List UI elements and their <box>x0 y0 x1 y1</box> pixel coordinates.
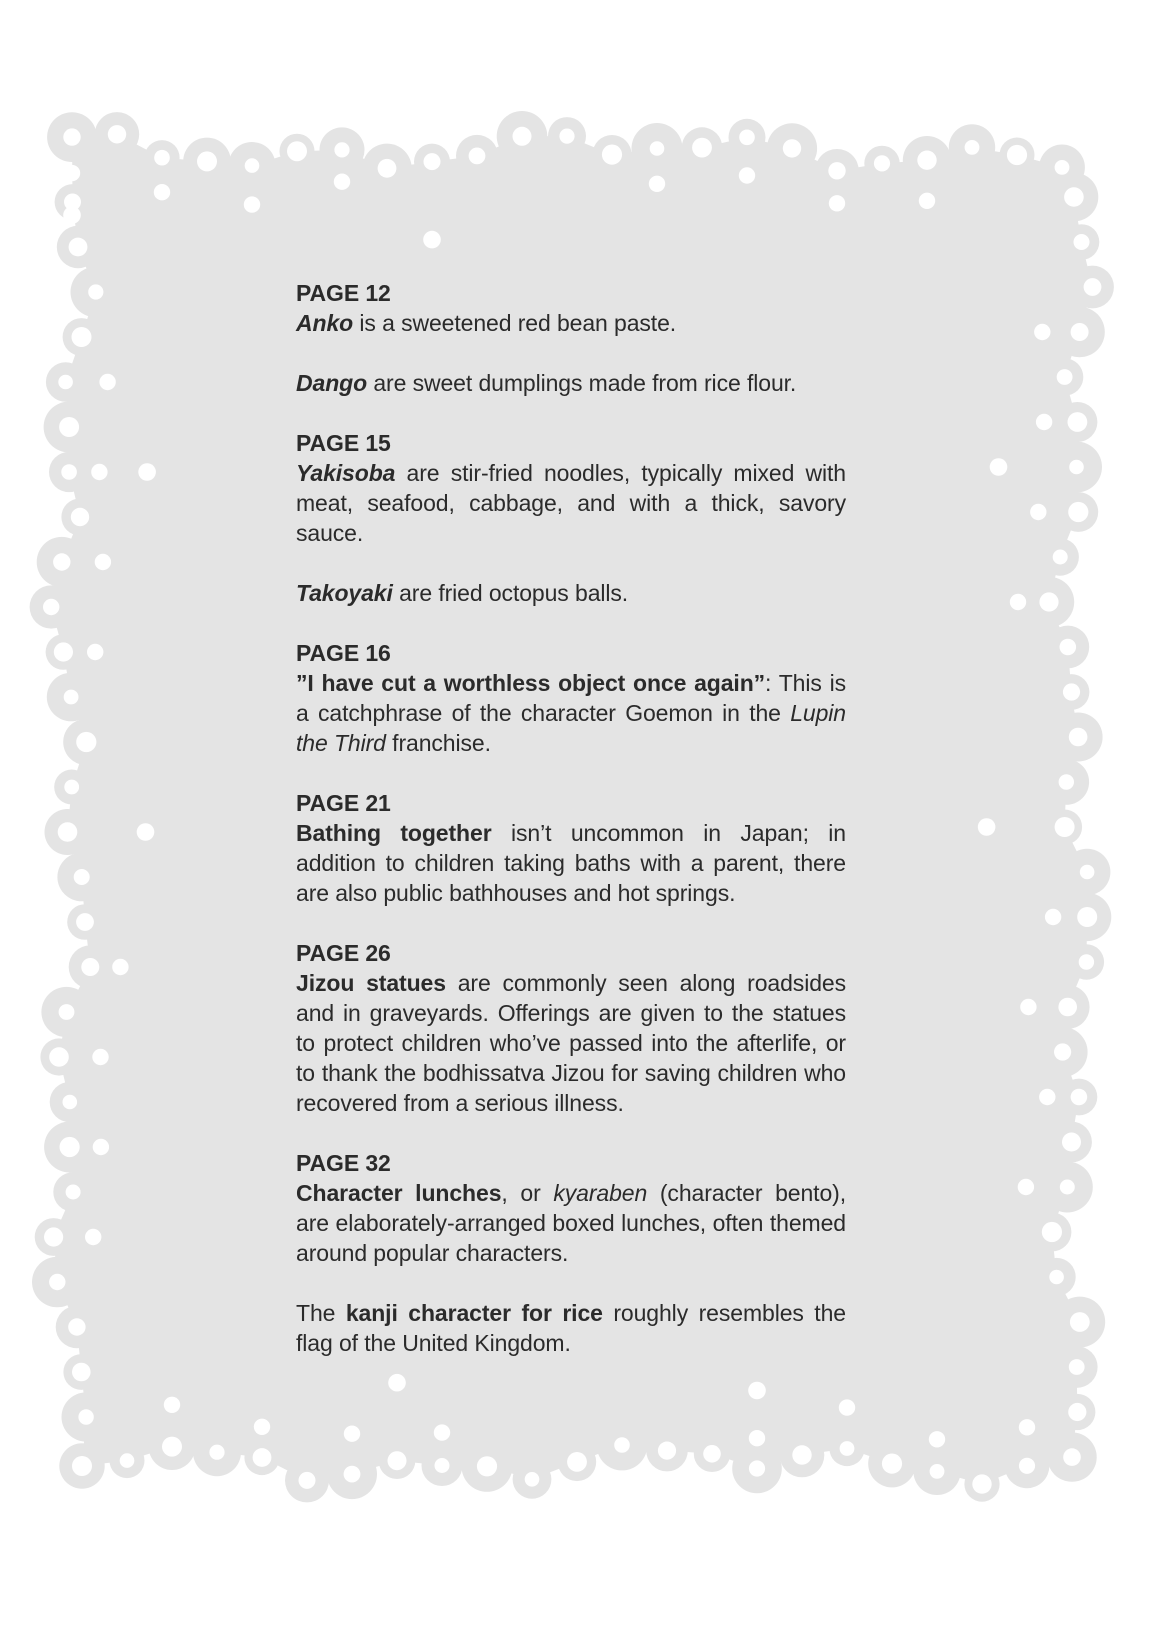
section-heading: PAGE 12 <box>296 280 391 306</box>
notes-section <box>296 938 846 1118</box>
section-heading: PAGE 21 <box>296 790 391 816</box>
section-heading: PAGE 26 <box>296 940 391 966</box>
notes-section <box>296 1148 846 1358</box>
notes-section <box>296 428 846 608</box>
notes-section <box>296 638 846 758</box>
section-heading: PAGE 32 <box>296 1150 391 1176</box>
section-paragraph: The kanji character for rice roughly resembles the flag of the United Kingdom. <box>296 1300 846 1356</box>
translation-notes <box>296 278 846 1358</box>
section-paragraph: Anko is a sweetened red bean paste. <box>296 310 677 336</box>
notes-section <box>296 788 846 908</box>
section-paragraph: Character lunches, or kyaraben (character bento), are elaborately-arranged boxed lunches, often themed around popular characters. <box>296 1180 846 1266</box>
section-paragraph: Bathing together isn’t uncommon in Japan; in addition to children taking baths with a parent, there are also public bathhouses and hot springs. <box>296 820 847 906</box>
section-paragraph: ”I have cut a worthless object once again”: This is a catchphrase of the character Goemon in the Lupin the Third franchise. <box>296 670 846 756</box>
section-heading: PAGE 16 <box>296 640 391 666</box>
notes-section <box>296 278 846 398</box>
section-paragraph: Takoyaki are fried octopus balls. <box>296 580 629 606</box>
section-paragraph: Dango are sweet dumplings made from rice flour. <box>296 370 797 396</box>
section-paragraph: Jizou statues are commonly seen along roadsides and in graveyards. Offerings are given to the statues to protect children who’ve passed into the afterlife, or to thank the bodhissatva Jizou for saving children who recovered from a serious illness. <box>296 970 847 1116</box>
section-heading: PAGE 15 <box>296 430 391 456</box>
section-paragraph: Yakisoba are stir-fried noodles, typically mixed with meat, seafood, cabbage, and with a thick, savory sauce. <box>296 460 846 546</box>
